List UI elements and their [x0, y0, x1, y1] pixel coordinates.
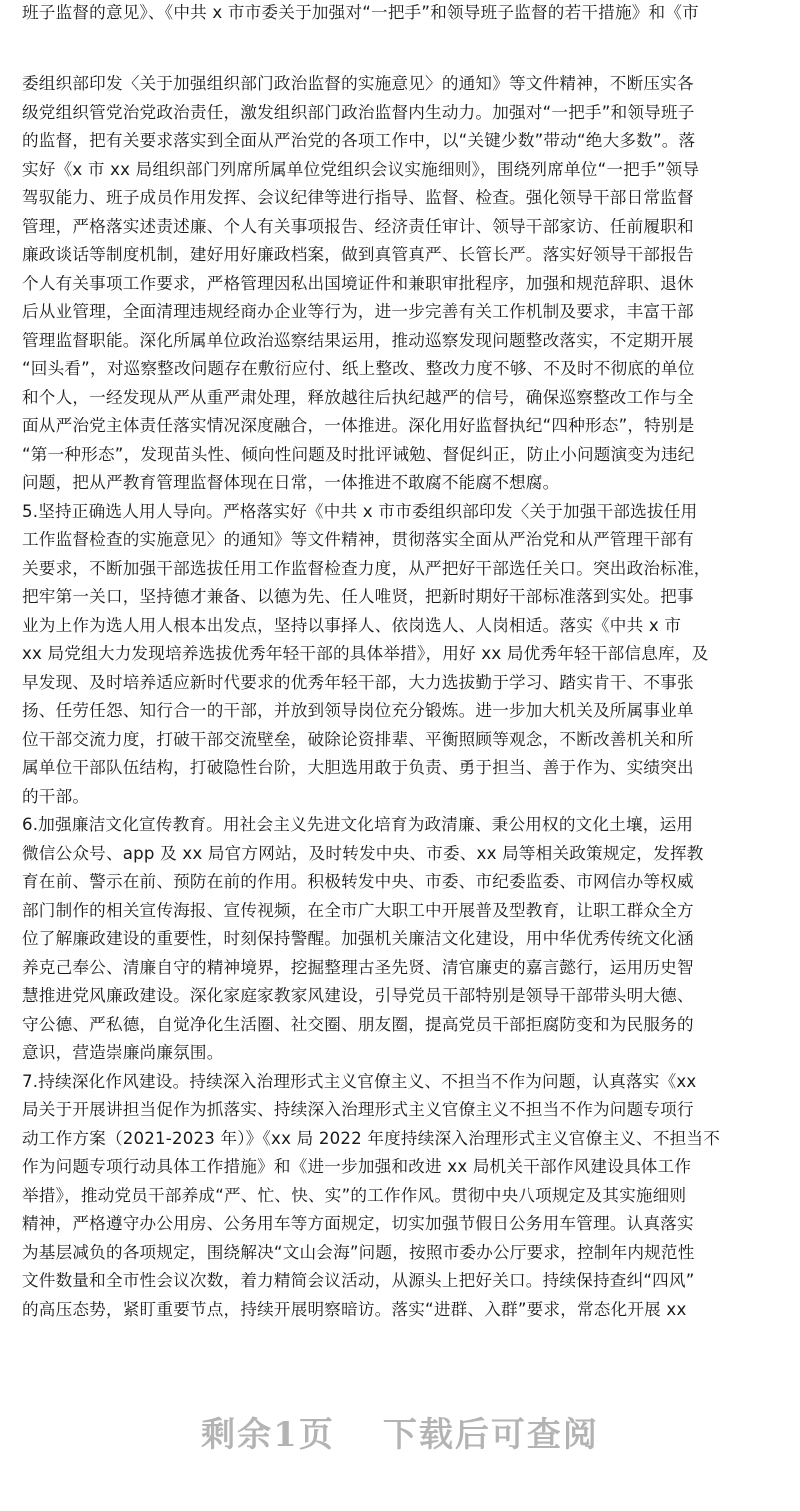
text-line: 工作监督检查的实施意见〉的通知》等文件精神，贯彻落实全面从严治党和从严管理干部有	[22, 530, 694, 549]
text-line: 扬、任劳任怨、知行合一的干部，并放到领导岗位充分锻炼。进一步加大机关及所属事业单	[22, 701, 694, 720]
text-line: 5.坚持正确选人用人导向。严格落实好《中共 x 市市委组织部印发〈关于加强干部选拔任用	[22, 501, 698, 521]
text-line: 早发现、及时培养适应新时代要求的优秀年轻干部，大力选拔勤于学习、踏实肯干、不事张	[22, 672, 694, 692]
text-line: 养克己奉公、清廉自守的精神境界，挖掘整理古圣先贤、清官廉吏的嘉言懿行，运用历史智	[22, 957, 694, 977]
text-line: 慧推进党风廉政建设。深化家庭家教家风建设，引导党员干部特别是领导干部带头明大德、	[22, 986, 694, 1005]
remaining-pages-label: 剩余1页	[201, 1414, 335, 1455]
text-line: xx 局党组大力发现培养选拔优秀年轻干部的具体举措》，用好 xx 局优秀年轻干部信息库，及	[22, 644, 709, 663]
text-line: 意识，营造崇廉尚廉氛围。	[22, 1043, 224, 1062]
text-line: 动工作方案（2021-2023 年）》《xx 局 2022 年度持续深入治理形式主义官僚主义、不担当不	[22, 1128, 721, 1148]
text-line: 委组织部印发〈关于加强组织部门政治监督的实施意见〉的通知》等文件精神，不断压实各	[22, 74, 694, 93]
text-line: 育在前、警示在前、预防在前的作用。积极转发中央、市委、市纪委监委、市网信办等权威	[22, 872, 694, 891]
text-line: 守公德、严私德，自觉净化生活圈、社交圈、朋友圈，提高党员干部拒腐防变和为民服务的	[22, 1014, 694, 1034]
text-line: 廉政谈话等制度机制，建好用好廉政档案，做到真管真严、长管长严。落实好领导干部报告	[22, 245, 694, 264]
text-line: 实好《x 市 xx 局组织部门列席所属单位党组织会议实施细则》，围绕列席单位“一把手”领导	[22, 159, 700, 179]
text-line: “回头看”，对巡察整改问题存在敷衍应付、纸上整改、整改力度不够、不及时不彻底的单位	[22, 359, 695, 378]
text-line: 把牢第一关口，坚持德才兼备、以德为先、任人唯贤，把新时期好干部标准落到实处。把事	[22, 587, 694, 606]
text-line: 位了解廉政建设的重要性，时刻保持警醒。加强机关廉洁文化建设，用中华优秀传统文化涵	[22, 929, 694, 948]
text-line: 作为问题专项行动具体工作措施》和《进一步加强和改进 xx 局机关干部作风建设具体工作	[22, 1157, 692, 1176]
text-line: 的监督，把有关要求落实到全面从严治党的各项工作中，以“关键少数”带动“绝大多数”。落	[22, 131, 696, 150]
text-line: 文件数量和全市性会议次数，着力精简会议活动，从源头上把好关口。持续保持查纠“四风”	[22, 1271, 695, 1290]
text-line: 部门制作的相关宣传海报、宣传视频，在全市广大职工中开展普及型教育，让职工群众全方	[22, 900, 694, 920]
document-top-line: 班子监督的意见》、《中共 x 市市委关于加强对“一把手”和领导班子监督的若干措施》和《市	[22, 3, 699, 22]
text-line: 级党组织管党治党政治责任，激发组织部门政治监督内生动力。加强对“一把手”和领导班子	[22, 102, 695, 122]
text-line: 6.加强廉洁文化宣传教育。用社会主义先进文化培育为政清廉、秉公用权的文化土壤，运用	[22, 815, 694, 834]
text-line: 驾驭能力、班子成员作用发挥、会议纪律等进行指导、监督、检查。强化领导干部日常监督	[22, 188, 694, 207]
text-line: 7.持续深化作风建设。持续深入治理形式主义官僚主义、不担当不作为问题，认真落实《xx	[22, 1071, 697, 1091]
text-line: 管理，严格落实述责述廉、个人有关事项报告、经济责任审计、领导干部家访、任前履职和	[22, 216, 694, 236]
download-banner[interactable]	[0, 1396, 800, 1466]
text-line: 为基层减负的各项规定，围绕解决“文山会海”问题，按照市委办公厅要求，控制年内规范性	[22, 1242, 695, 1262]
text-line: 面从严治党主体责任落实情况深度融合，一体推进。深化用好监督执纪“四种形态”，特别是	[22, 416, 695, 435]
text-line: 举措》，推动党员干部养成“严、忙、快、实”的工作作风。贯彻中央八项规定及其实施细则	[22, 1185, 687, 1205]
text-line: 的干部。	[22, 786, 90, 806]
text-line: 属单位干部队伍结构，打破隐性台阶，大胆选用敢于负责、勇于担当、善于作为、实绩突出	[22, 758, 694, 777]
text-line: 和个人，一经发现从严从重严肃处理，释放越往后执纪越严的信号，确保巡察整改工作与全	[22, 387, 694, 407]
text-line: 位干部交流力度，打破干部交流壁垒，破除论资排辈、平衡照顾等观念，不断改善机关和所	[22, 729, 694, 749]
text-line: 管理监督职能。深化所属单位政治巡察结果运用，推动巡察发现问题整改落实，不定期开展	[22, 330, 694, 350]
text-line: “第一种形态”，发现苗头性、倾向性问题及时批评诫勉、督促纠正，防止小问题演变为违纪	[22, 444, 695, 464]
download-to-read-label: 下载后可查阅	[382, 1414, 599, 1455]
text-line: 精神，严格遵守办公用房、公务用车等方面规定，切实加强节假日公务用车管理。认真落实	[22, 1214, 694, 1233]
text-line: 个人有关事项工作要求，严格管理因私出国境证件和兼职审批程序，加强和规范辞职、退休	[22, 273, 694, 293]
text-line: 的高压态势，紧盯重要节点，持续开展明察暗访。落实“进群、入群”要求，常态化开展 xx	[22, 1299, 687, 1319]
text-line: 关要求，不断加强干部选拔任用工作监督检查力度，从严把好干部选任关口。突出政治标准，	[22, 558, 711, 578]
text-line: 微信公众号、app 及 xx 局官方网站，及时转发中央、市委、xx 局等相关政策规定，发挥教	[22, 843, 704, 863]
text-line: 问题，把从严教育管理监督体现在日常，一体推进不敢腐不能腐不想腐。	[22, 473, 560, 492]
text-line: 业为上作为选人用人根本出发点，坚持以事择人、依岗选人、人岗相适。落实《中共 x 市	[22, 615, 682, 635]
document-body	[22, 70, 782, 1324]
text-line: 局关于开展讲担当促作为抓落实、持续深入治理形式主义官僚主义不担当不作为问题专项行	[22, 1100, 694, 1119]
text-line: 后从业管理，全面清理违规经商办企业等行为，进一步完善有关工作机制及要求，丰富干部	[22, 302, 694, 321]
